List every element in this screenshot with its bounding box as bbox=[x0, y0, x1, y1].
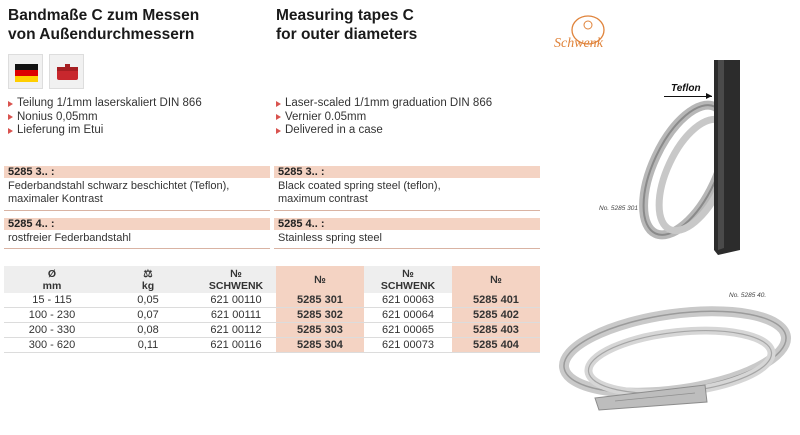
section-5285-3-desc-de: Federbandstahl schwarz beschichtet (Teflon), maximaler Kontrast bbox=[8, 180, 230, 205]
bullet-en-2: Vernier 0.05mm bbox=[276, 111, 492, 125]
cell-schwenk-no: 621 00064 bbox=[364, 308, 452, 323]
cell-diameter: 15 - 115 bbox=[4, 293, 100, 308]
weight-icon: ⚖ bbox=[143, 267, 153, 280]
photo-caption-5285-301: No. 5285 301 bbox=[599, 205, 639, 212]
bullet-de-3: Lieferung im Etui bbox=[8, 124, 202, 138]
col-header-no-1: № bbox=[276, 266, 364, 293]
table-row bbox=[4, 308, 540, 323]
german-flag-icon bbox=[8, 54, 43, 89]
cell-schwenk-no: 621 00116 bbox=[196, 338, 276, 353]
cell-schwenk-no: 621 00063 bbox=[364, 293, 452, 308]
cell-article-no: 5285 401 bbox=[452, 293, 540, 308]
teflon-label: Teflon bbox=[671, 83, 701, 94]
table-header-row bbox=[4, 266, 540, 293]
divider bbox=[4, 210, 270, 211]
arrow-right-icon bbox=[706, 93, 712, 99]
col-header-schwenk-no-1: № SCHWENK bbox=[196, 266, 276, 293]
cell-weight: 0,11 bbox=[100, 338, 196, 353]
cell-weight: 0,05 bbox=[100, 293, 196, 308]
cell-diameter: 300 - 620 bbox=[4, 338, 100, 353]
bullet-icon bbox=[276, 114, 281, 120]
schwenk-logo-text: Schwenk bbox=[554, 36, 603, 51]
section-5285-4-desc-de: rostfreier Federbandstahl bbox=[8, 232, 131, 244]
table-row bbox=[4, 293, 540, 308]
cell-article-no: 5285 302 bbox=[276, 308, 364, 323]
section-5285-3-en: 5285 3.. : bbox=[274, 166, 540, 178]
col-header-no-2: № bbox=[452, 266, 540, 293]
bullet-icon bbox=[8, 101, 13, 107]
title-en bbox=[276, 6, 417, 44]
cell-schwenk-no: 621 00065 bbox=[364, 323, 452, 338]
title-de-line-2: von Außendurchmessern bbox=[8, 26, 195, 43]
teflon-pointer-line bbox=[664, 96, 712, 97]
bullet-de-2: Nonius 0,05mm bbox=[8, 111, 202, 125]
bullet-icon bbox=[8, 128, 13, 134]
cell-article-no: 5285 301 bbox=[276, 293, 364, 308]
cell-schwenk-no: 621 00112 bbox=[196, 323, 276, 338]
photo-caption-5285-40: No. 5285 40. bbox=[729, 292, 767, 299]
title-de-line-1: Bandmaße C zum Messen bbox=[8, 7, 200, 24]
bullet-icon bbox=[276, 128, 281, 134]
col-header-diameter: Ø mm bbox=[4, 266, 100, 293]
bullet-en-1: Laser-scaled 1/1mm graduation DIN 866 bbox=[276, 97, 492, 111]
section-5285-4-desc-en: Stainless spring steel bbox=[278, 232, 382, 244]
title-en-line-2: for outer diameters bbox=[276, 26, 418, 43]
col-header-weight: ⚖ kg bbox=[100, 266, 196, 293]
bullets-de bbox=[8, 97, 202, 138]
cell-article-no: 5285 404 bbox=[452, 338, 540, 353]
cell-schwenk-no: 621 00110 bbox=[196, 293, 276, 308]
schwenk-logo bbox=[552, 14, 614, 54]
bullet-icon bbox=[276, 101, 281, 107]
section-5285-4-de: 5285 4.. : bbox=[4, 218, 270, 230]
divider bbox=[274, 248, 540, 249]
divider bbox=[4, 248, 270, 249]
cell-article-no: 5285 304 bbox=[276, 338, 364, 353]
section-5285-3-de: 5285 3.. : bbox=[4, 166, 270, 178]
table-row bbox=[4, 338, 540, 353]
cell-diameter: 200 - 330 bbox=[4, 323, 100, 338]
table-row bbox=[4, 323, 540, 338]
col-header-schwenk-no-2: № SCHWENK bbox=[364, 266, 452, 293]
bullets-en bbox=[276, 97, 492, 138]
divider bbox=[274, 210, 540, 211]
bullet-en-3: Delivered in a case bbox=[276, 124, 492, 138]
cell-schwenk-no: 621 00111 bbox=[196, 308, 276, 323]
section-5285-4-en: 5285 4.. : bbox=[274, 218, 540, 230]
bullet-icon bbox=[8, 114, 13, 120]
cell-article-no: 5285 303 bbox=[276, 323, 364, 338]
product-photo-stainless bbox=[555, 290, 800, 430]
cell-article-no: 5285 402 bbox=[452, 308, 540, 323]
title-de bbox=[8, 6, 199, 44]
cell-article-no: 5285 403 bbox=[452, 323, 540, 338]
bullet-de-1: Teilung 1/1mm laserskaliert DIN 866 bbox=[8, 97, 202, 111]
cell-weight: 0,07 bbox=[100, 308, 196, 323]
spec-table bbox=[4, 266, 540, 353]
cell-diameter: 100 - 230 bbox=[4, 308, 100, 323]
title-en-line-1: Measuring tapes C bbox=[276, 7, 414, 24]
cell-schwenk-no: 621 00073 bbox=[364, 338, 452, 353]
case-icon bbox=[49, 54, 84, 89]
section-5285-3-desc-en: Black coated spring steel (teflon), maximum contrast bbox=[278, 180, 441, 205]
cell-weight: 0,08 bbox=[100, 323, 196, 338]
